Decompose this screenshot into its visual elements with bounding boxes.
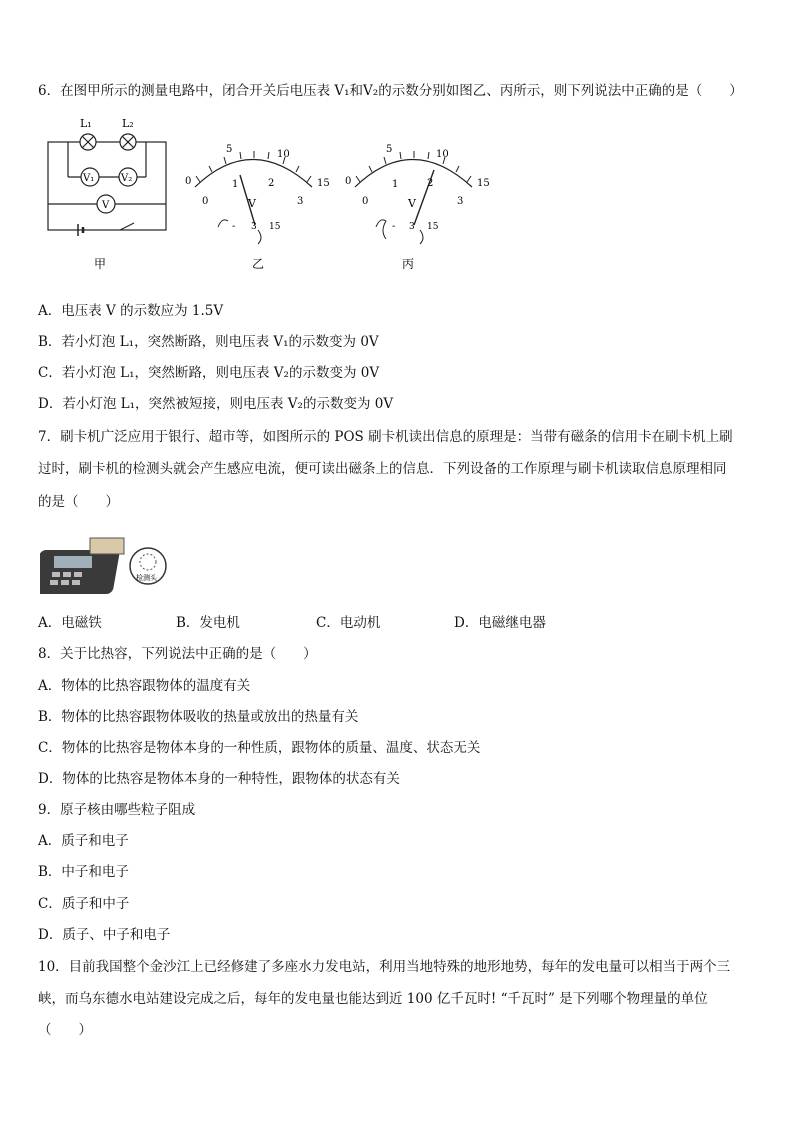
pos-machine-image bbox=[40, 528, 170, 603]
label-V1: V₁ bbox=[83, 173, 95, 184]
question-8-option-b: B．物体的比热容跟物体吸收的热量或放出的热量有关 bbox=[38, 709, 359, 725]
meter-bing-bottom-1: 1 bbox=[392, 179, 399, 190]
caption-bing: 丙 bbox=[402, 257, 415, 271]
question-7-stem-line-2: 过时，刷卡机的检测头就会产生感应电流，便可读出磁条上的信息．下列设备的工作原理与刷卡机读取信息原理相同 bbox=[38, 461, 727, 477]
meter-bing-terminal-15: 15 bbox=[427, 222, 439, 232]
question-6-option-b: B．若小灯泡 L₁，突然断路，则电压表 V₁的示数变为 0V bbox=[38, 334, 379, 350]
question-9-option-b: B．中子和电子 bbox=[38, 864, 129, 880]
meter-bing-label: V bbox=[408, 197, 416, 210]
meter-bing-tick-10: 10 bbox=[436, 149, 449, 160]
meter-bing-terminal-3: 3 bbox=[409, 222, 415, 232]
meter-yi-terminal-minus: - bbox=[232, 221, 236, 232]
question-6-option-a: A．电压表 V 的示数应为 1.5V bbox=[38, 303, 224, 319]
voltmeter-bing bbox=[345, 144, 490, 271]
question-9-option-a: A．质子和电子 bbox=[38, 833, 129, 849]
question-7-option-a: A．电磁铁 bbox=[38, 615, 102, 631]
meter-yi-bottom-0: 0 bbox=[202, 196, 209, 207]
caption-jia: 甲 bbox=[94, 257, 107, 271]
question-8-option-d: D．物体的比热容是物体本身的一种特性，跟物体的状态有关 bbox=[38, 771, 400, 787]
meter-yi-terminal-15: 15 bbox=[269, 222, 281, 232]
question-7-option-d: D．电磁继电器 bbox=[454, 615, 546, 631]
meter-yi-tick-5: 5 bbox=[226, 144, 233, 155]
question-10-stem-line-2: 峡，而乌东德水电站建设完成之后，每年的发电量也能达到近 100 亿千瓦时! “千瓦时” 是下列哪个物理量的单位 bbox=[38, 991, 708, 1007]
label-V2: V₂ bbox=[121, 173, 133, 184]
meter-yi-tick-10: 10 bbox=[277, 149, 290, 160]
meter-bing-bottom-3: 3 bbox=[457, 196, 464, 207]
meter-bing-terminal-minus: - bbox=[392, 221, 396, 232]
question-8-stem: 8．关于比热容，下列说法中正确的是（ ） bbox=[38, 646, 317, 662]
question-9-option-d: D．质子、中子和电子 bbox=[38, 927, 171, 943]
label-L1: L₁ bbox=[80, 117, 92, 130]
circuit-diagram bbox=[48, 134, 166, 236]
label-L2: L₂ bbox=[122, 117, 134, 130]
question-10-stem-line-3: （ ） bbox=[38, 1022, 92, 1038]
meter-yi-zero-top: 0 bbox=[185, 176, 192, 187]
question-6-figure bbox=[40, 112, 510, 277]
meter-bing-tick-5: 5 bbox=[386, 144, 393, 155]
detector-head-label: 检测头 bbox=[136, 574, 157, 582]
meter-bing-bottom-0: 0 bbox=[362, 196, 369, 207]
question-6-option-d: D．若小灯泡 L₁，突然被短接，则电压表 V₂的示数变为 0V bbox=[38, 396, 394, 412]
question-7-stem-line-1: 7．刷卡机广泛应用于银行、超市等，如图所示的 POS 刷卡机读出信息的原理是：当带有磁条的信用卡在刷卡机上刷 bbox=[38, 429, 733, 445]
question-9-option-c: C．质子和中子 bbox=[38, 896, 130, 912]
meter-yi-tick-15: 15 bbox=[317, 178, 330, 189]
meter-yi-bottom-2: 2 bbox=[268, 178, 275, 189]
question-8-option-a: A．物体的比热容跟物体的温度有关 bbox=[38, 678, 251, 694]
question-7-options bbox=[38, 614, 546, 632]
question-7-option-b: B．发电机 bbox=[176, 615, 240, 631]
meter-yi-terminal-3: 3 bbox=[251, 222, 257, 232]
question-7-stem-line-3: 的是（ ） bbox=[38, 494, 119, 510]
meter-yi-label: V bbox=[248, 197, 256, 210]
question-9-stem: 9．原子核由哪些粒子阻成 bbox=[38, 802, 196, 818]
question-8-option-c: C．物体的比热容是物体本身的一种性质，跟物体的质量、温度、状态无关 bbox=[38, 740, 481, 756]
meter-yi-bottom-1: 1 bbox=[232, 179, 239, 190]
label-V: V bbox=[102, 200, 110, 211]
meter-bing-bottom-2: 2 bbox=[427, 178, 434, 189]
meter-yi-bottom-3: 3 bbox=[297, 196, 304, 207]
question-6-option-c: C．若小灯泡 L₁，突然断路，则电压表 V₂的示数变为 0V bbox=[38, 365, 380, 381]
question-6-stem: 6．在图甲所示的测量电路中，闭合开关后电压表 V₁和V₂的示数分别如图乙、丙所示，则下列说法中正确的是（ ） bbox=[38, 83, 743, 99]
question-10-stem-line-1: 10．目前我国整个金沙江上已经修建了多座水力发电站，利用当地特殊的地形地势，每年的发电量可以相当于两个三 bbox=[38, 959, 731, 975]
voltmeter-yi bbox=[185, 144, 330, 271]
question-7-option-c: C．电动机 bbox=[316, 615, 381, 631]
meter-bing-tick-15: 15 bbox=[477, 178, 490, 189]
meter-bing-zero-top: 0 bbox=[345, 176, 352, 187]
caption-yi: 乙 bbox=[252, 257, 265, 271]
